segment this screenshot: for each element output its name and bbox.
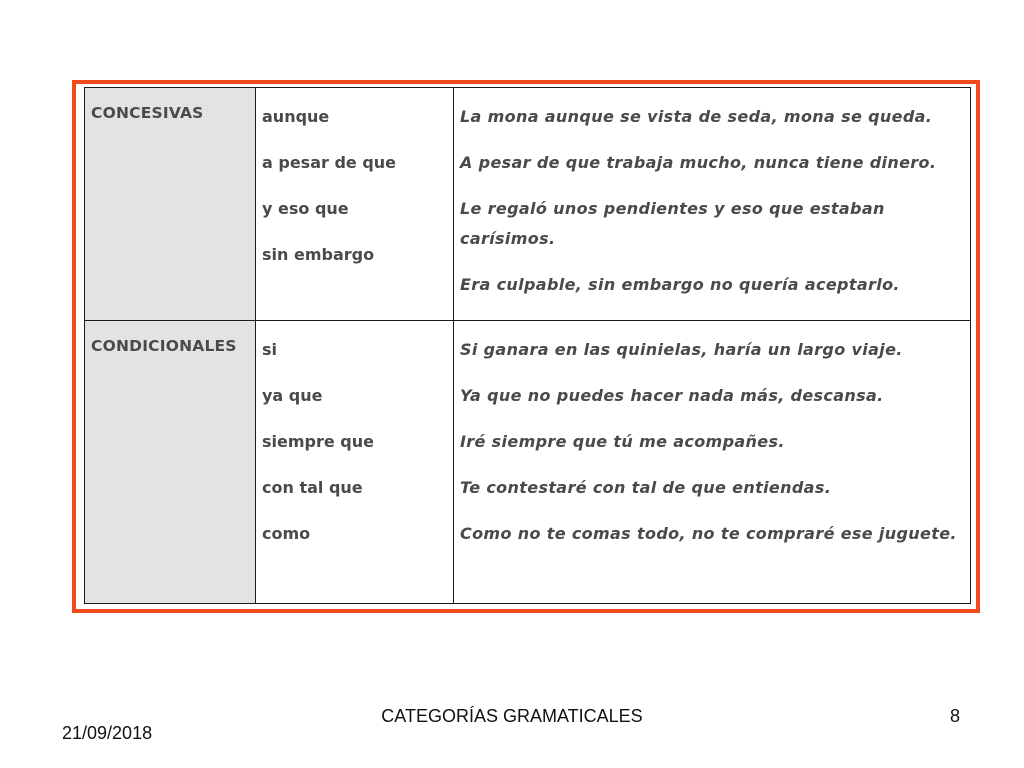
footer-date: 21/09/2018 bbox=[62, 723, 153, 743]
conjunction-item: si bbox=[262, 340, 278, 359]
conjunctions-cell bbox=[256, 88, 454, 321]
example-sentence: Le regaló unos pendientes y eso que estaban carísimos. bbox=[460, 199, 885, 248]
examples-cell bbox=[454, 88, 971, 321]
example-sentence: Te contestaré con tal de que entiendas. bbox=[460, 478, 832, 497]
category-cell bbox=[85, 321, 256, 604]
category-label: CONCESIVAS bbox=[91, 104, 204, 122]
conjunction-item: siempre que bbox=[262, 432, 374, 451]
conjunctions-cell bbox=[256, 321, 454, 604]
conjunction-item: ya que bbox=[262, 386, 323, 405]
conjunction-item: como bbox=[262, 524, 311, 543]
example-sentence: La mona aunque se vista de seda, mona se queda. bbox=[460, 107, 933, 126]
conjunction-item: con tal que bbox=[262, 478, 363, 497]
example-sentence: Iré siempre que tú me acompañes. bbox=[460, 432, 785, 451]
page-number: 8 bbox=[950, 706, 961, 726]
table-row bbox=[85, 88, 971, 321]
example-sentence: A pesar de que trabaja mucho, nunca tiene dinero. bbox=[460, 153, 937, 172]
example-sentence: Como no te comas todo, no te compraré ese juguete. bbox=[460, 524, 957, 543]
conjunctions-table bbox=[84, 87, 971, 604]
conjunction-item: aunque bbox=[262, 107, 330, 126]
table-row bbox=[85, 321, 971, 604]
conjunction-item: sin embargo bbox=[262, 245, 375, 264]
example-sentence: Si ganara en las quinielas, haría un largo viaje. bbox=[460, 340, 903, 359]
conjunction-item: y eso que bbox=[262, 199, 349, 218]
category-cell bbox=[85, 88, 256, 321]
example-sentence: Era culpable, sin embargo no quería aceptarlo. bbox=[460, 275, 900, 294]
examples-cell bbox=[454, 321, 971, 604]
footer-title: CATEGORÍAS GRAMATICALES bbox=[381, 706, 643, 726]
conjunction-item: a pesar de que bbox=[262, 153, 397, 172]
table-frame bbox=[72, 80, 980, 613]
category-label: CONDICIONALES bbox=[91, 337, 237, 355]
example-sentence: Ya que no puedes hacer nada más, descansa. bbox=[460, 386, 884, 405]
